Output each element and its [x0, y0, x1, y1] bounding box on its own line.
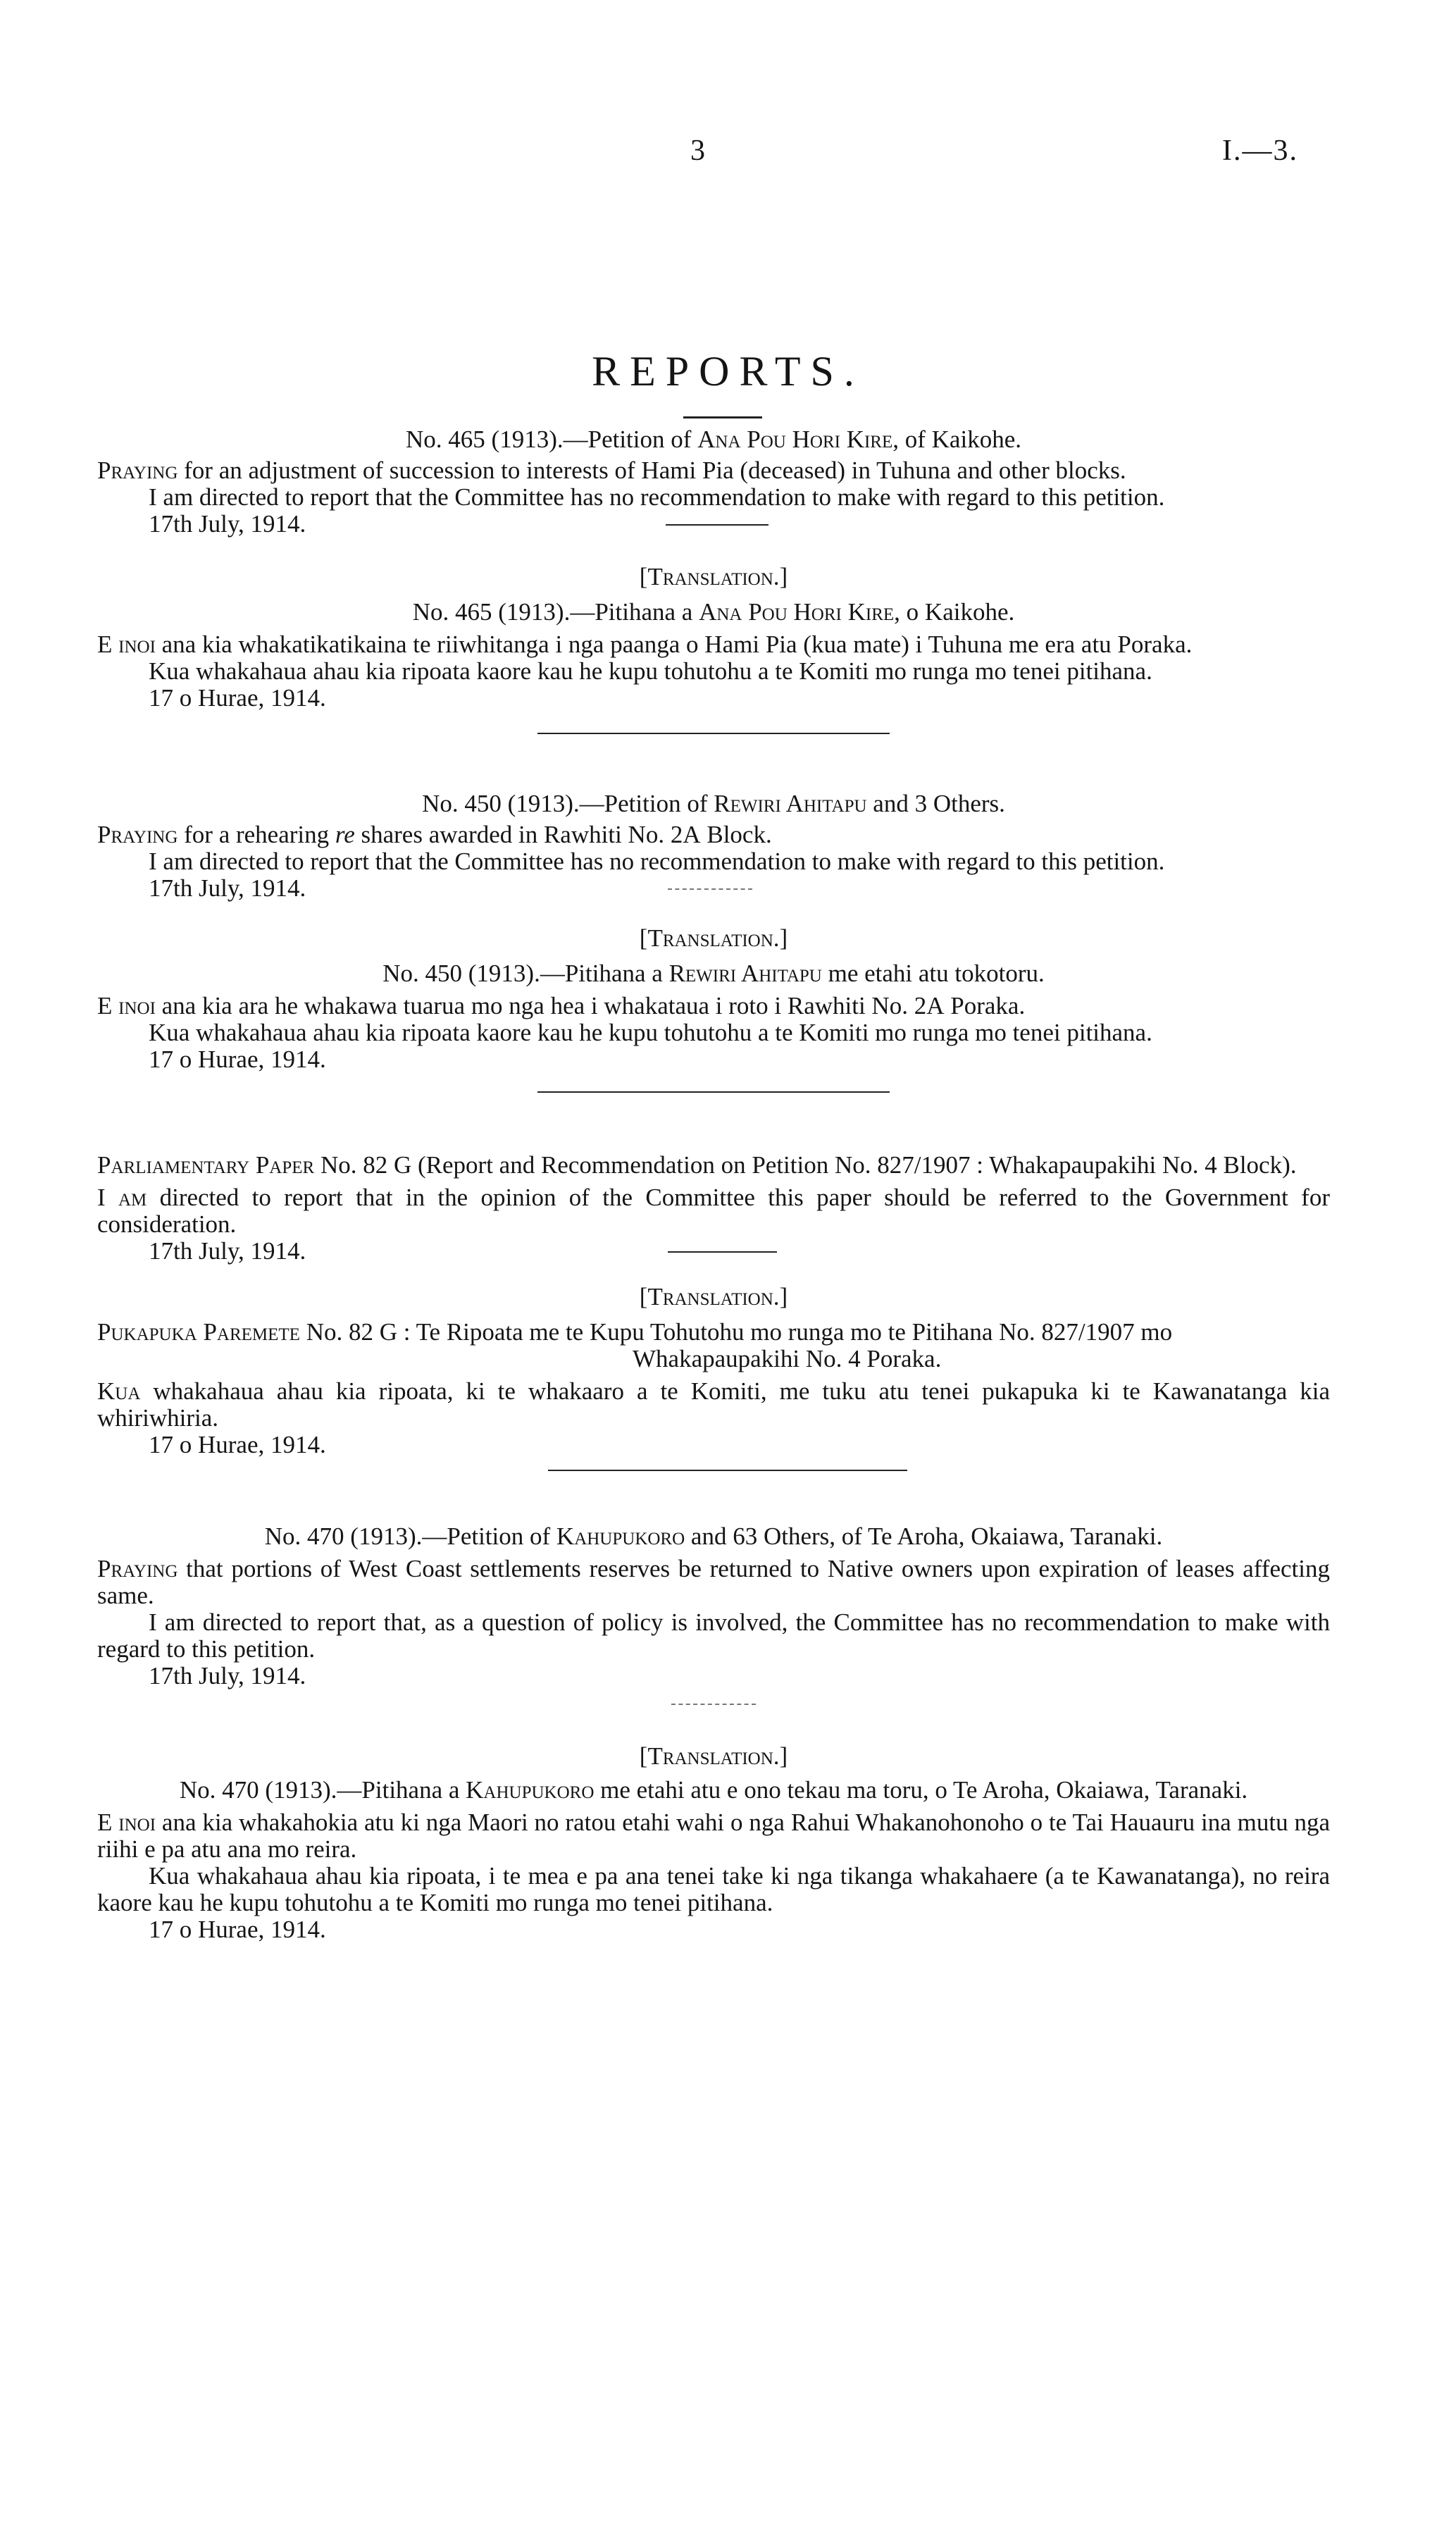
report-paragraph: I am directed to report that, as a question of policy is involved, the Committee has no recommendation to make with regard to this petition. — [97, 1608, 1330, 1663]
report-date: 17th July, 1914. — [149, 1662, 306, 1689]
section-rule — [548, 1470, 907, 1471]
document-reference: I.—3. — [1222, 135, 1298, 167]
petition-section-470 — [97, 1523, 1330, 1943]
petition-heading: No. 465 (1913).—Petition of Ana Pou Hori Kire, of Kaikohe. — [406, 426, 1021, 453]
praying-paragraph: Praying that portions of West Coast settlements reserves be returned to Native owners upon expiration of leases affecting same. — [97, 1555, 1330, 1609]
translation-praying-paragraph: E inoi ana kia whakahokia atu ki nga Maori no ratou etahi wahi o nga Rahui Whakanohonoho o te Tai Hauauru ina mutu nga riihi e pa atu ana mo reira. — [97, 1809, 1331, 1863]
page-number: 3 — [690, 135, 705, 167]
translation-date: 17 o Hurae, 1914. — [149, 1046, 326, 1073]
translation-label: [Translation.] — [639, 563, 788, 590]
translation-date: 17 o Hurae, 1914. — [149, 1431, 326, 1458]
praying-paragraph: Praying for an adjustment of succession to interests of Hami Pia (deceased) in Tuhuna and other blocks. — [97, 457, 1126, 484]
translation-report-paragraph: Kua whakahaua ahau kia ripoata kaore kau he kupu tohutohu a te Komiti mo runga mo tenei pitihana. — [149, 657, 1152, 685]
title-rule — [683, 416, 762, 418]
translation-label: [Translation.] — [639, 1742, 788, 1770]
report-paragraph: I am directed to report that the Committee has no recommendation to make with regard to this petition. — [149, 848, 1165, 875]
translation-report-paragraph: Kua whakahaua ahau kia ripoata kaore kau he kupu tohutohu a te Komiti mo runga mo tenei pitihana. — [149, 1019, 1152, 1046]
page-title: REPORTS. — [592, 348, 864, 395]
petition-heading: No. 450 (1913).—Petition of Rewiri Ahitapu and 3 Others. — [422, 790, 1005, 817]
short-rule — [668, 888, 752, 890]
short-rule — [671, 1704, 756, 1705]
translation-heading: No. 450 (1913).—Pitihana a Rewiri Ahitapu me etahi atu tokotoru. — [382, 960, 1045, 987]
petition-section-465 — [97, 426, 1330, 734]
translation-heading: Pukapuka Paremete No. 82 G : Te Ripoata me te Kupu Tohutohu mo runga mo te Pitihana No. 827/1907 mo Whakapaupakihi No. 4 Poraka. — [97, 1318, 1173, 1372]
section-rule — [537, 733, 890, 734]
translation-label: [Translation.] — [639, 1283, 788, 1310]
translation-date: 17 o Hurae, 1914. — [149, 1916, 326, 1943]
translation-heading: No. 470 (1913).—Pitihana a Kahupukoro me etahi atu e ono tekau ma toru, o Te Aroha, Okaiawa, Taranaki. — [179, 1776, 1248, 1804]
report-date: 17th July, 1914. — [149, 510, 306, 538]
praying-paragraph: Praying for a rehearing re shares awarded in Rawhiti No. 2A Block. — [97, 821, 772, 848]
report-paragraph: I am directed to report that in the opinion of the Committee this paper should be referred to the Government for consideration. — [97, 1184, 1330, 1238]
translation-report-paragraph: Kua whakahaua ahau kia ripoata, i te mea e pa ana tenei take ki nga tikanga whakahaere (a te Kawanatanga), no reira kaore kau he kupu tohutohu a te Komiti mo runga mo tenei pitihana. — [97, 1862, 1330, 1916]
report-paragraph: I am directed to report that the Committee has no recommendation to make with regard to this petition. — [149, 483, 1165, 511]
translation-heading: No. 465 (1913).—Pitihana a Ana Pou Hori Kire, o Kaikohe. — [412, 598, 1015, 626]
report-date: 17th July, 1914. — [149, 874, 306, 902]
translation-praying-paragraph: E inoi ana kia whakatikatikaina te riiwhitanga i nga paanga o Hami Pia (kua mate) i Tuhuna me era atu Poraka. — [97, 631, 1193, 658]
translation-date: 17 o Hurae, 1914. — [149, 684, 326, 712]
short-rule — [668, 1251, 777, 1253]
translation-label: [Translation.] — [639, 924, 788, 952]
report-date: 17th July, 1914. — [149, 1237, 306, 1265]
petition-heading: No. 470 (1913).—Petition of Kahupukoro and 63 Others, of Te Aroha, Okaiawa, Taranaki. — [264, 1523, 1163, 1550]
petition-section-450 — [97, 790, 1330, 1093]
section-rule — [537, 1091, 890, 1093]
short-rule — [666, 524, 769, 526]
paper-heading: Parliamentary Paper No. 82 G (Report and Recommendation on Petition No. 827/1907 : Whakapaupakihi No. 4 Block). — [97, 1151, 1297, 1179]
translation-report-paragraph: Kua whakahaua ahau kia ripoata, ki te whakaaro a te Komiti, me tuku atu tenei pukapuka ki te Kawanatanga kia whiriwhiria. — [97, 1377, 1330, 1432]
translation-praying-paragraph: E inoi ana kia ara he whakawa tuarua mo nga hea i whakataua i roto i Rawhiti No. 2A Poraka. — [97, 992, 1026, 1019]
parliamentary-paper-section — [97, 1152, 1330, 1471]
document-body — [97, 426, 1330, 1943]
